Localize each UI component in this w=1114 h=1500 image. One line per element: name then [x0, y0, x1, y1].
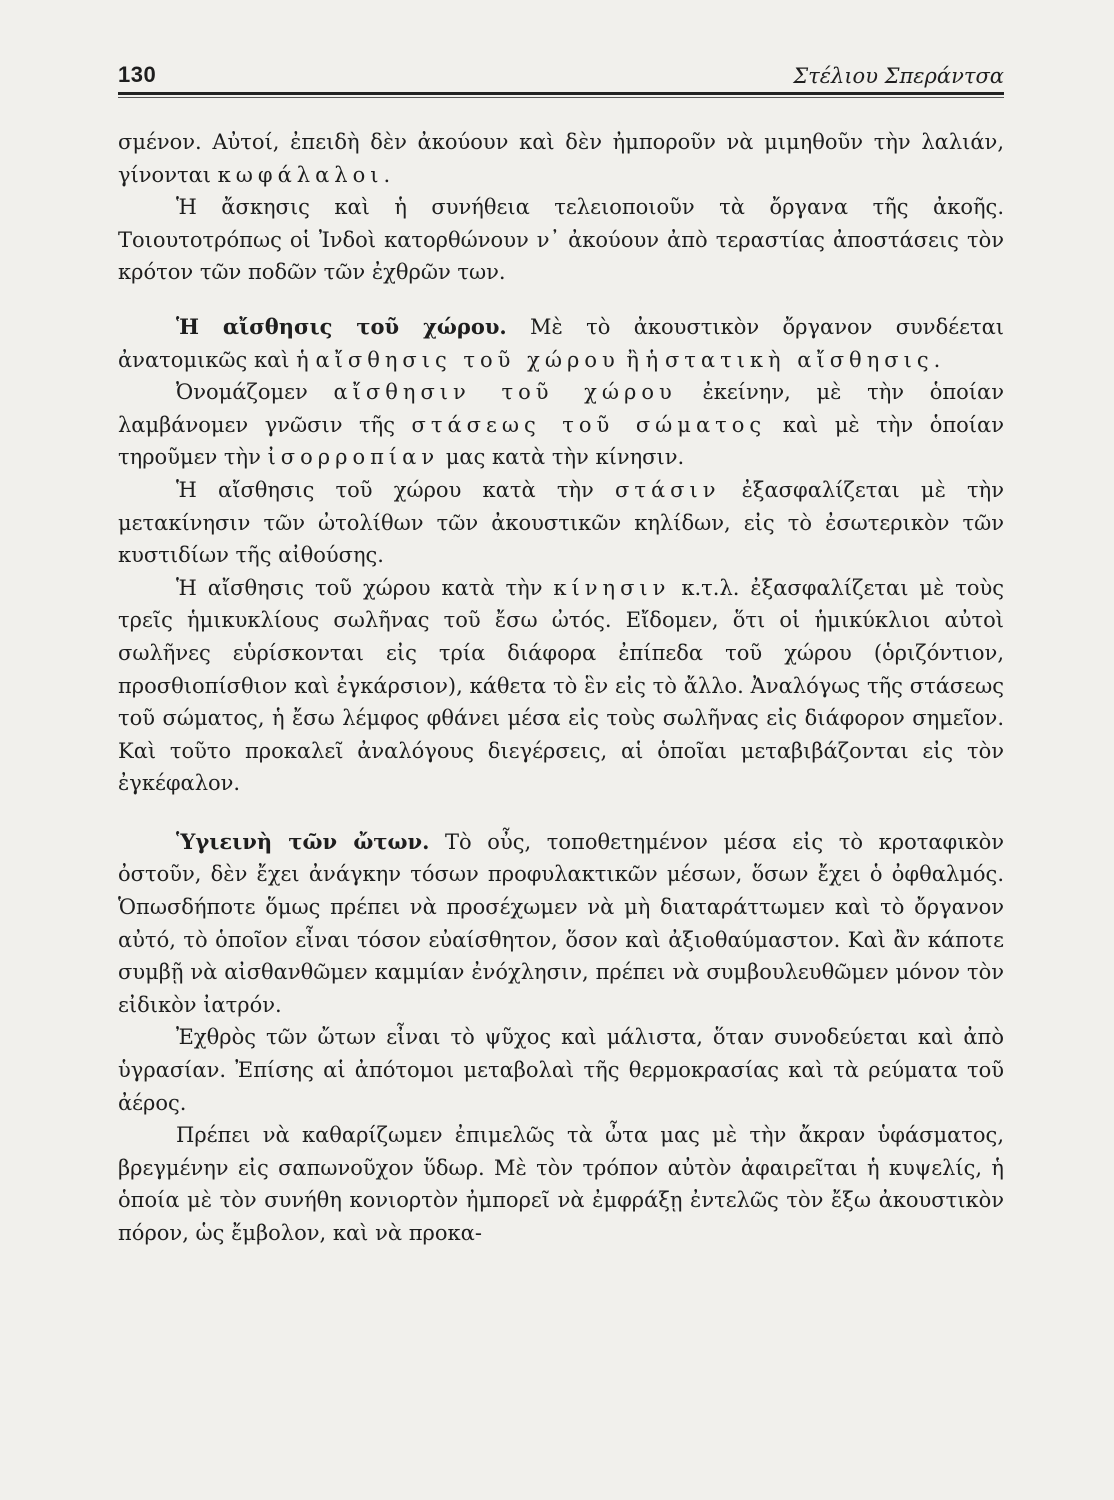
- header-rule: [118, 92, 1004, 95]
- section-ear-hygiene: Ὑγιεινὴ τῶν ὤτων. Τὸ οὖς, τοποθετημένον μέσα εἰς τὸ κροταφικὸν ὀστοῦν, δὲν ἔχει ἀνάγκην τόσων προφυλακτικῶν μέσων, ὅσων ἔχει ὁ ὀφθαλμός. Ὁπωσδήποτε ὅμως πρέπει νὰ προσέχωμεν νὰ μὴ διαταράττωμεν καὶ τὸ ὄργανον αὐτό, τὸ ὁποῖον εἶναι τόσον εὐαίσθητον, ὅσον καὶ ἀξιοθαύμαστον. Καὶ ἂν κάποτε συμβῇ νὰ αἰσθανθῶμεν καμμίαν ἐνόχλησιν, πρέπει νὰ συμβουλευθῶμεν μόνον τὸν εἰδικὸν ἰατρόν.: [118, 828, 1004, 1017]
- page-number: 130: [118, 62, 157, 87]
- section-space-perception: Ἡ αἴσθησις τοῦ χώρου. Μὲ τὸ ἀκουστικὸν ὄργανον συνδέεται ἀνατομικῶς καὶ ἡ αἴσθησις τοῦ χώρου ἢ ἡ στατικὴ αἴσθησις.: [118, 313, 1004, 372]
- paragraph-2: Ἡ ἄσκησις καὶ ἡ συνήθεια τελειοποιοῦν τὰ ὄργανα τῆς ἀκοῆς. Τοιουτοτρόπως οἱ Ἰνδοὶ κατορθώνουν ν᾽ ἀκούουν ἀπὸ τεραστίας ἀποστάσεις τὸν κρότον τῶν ποδῶν τῶν ἐχθρῶν των.: [118, 195, 1004, 285]
- section-heading: Ἡ αἴσθησις τοῦ χώρου.: [176, 313, 507, 339]
- paragraph-5: Ἡ αἴσθησις τοῦ χώρου κατὰ τὴν στάσιν ἐξασφαλίζεται μὲ τὴν μετακίνησιν τῶν ὠτολίθων τῶν ἀκουστικῶν κηλίδων, εἰς τὸ ἐσωτερικὸν τῶν κυστιδίων τῆς αἰθούσης.: [118, 477, 1004, 568]
- paragraph-1: σμένον. Αὐτοί, ἐπειδὴ δὲν ἀκούουν καὶ δὲν ἠμποροῦν νὰ μιμηθοῦν τὴν λαλιάν, γίνονται κωφάλαλοι.: [118, 130, 1004, 187]
- paragraph-8: Ἐχθρὸς τῶν ὤτων εἶναι τὸ ψῦχος καὶ μάλιστα, ὅταν συνοδεύεται καὶ ἀπὸ ὑγρασίαν. Ἐπίσης αἱ ἀπότομοι μεταβολαὶ τῆς θερμοκρασίας καὶ τὰ ρεύματα τοῦ ἀέρος.: [118, 1025, 1004, 1115]
- paragraph-9: Πρέπει νὰ καθαρίζωμεν ἐπιμελῶς τὰ ὦτα μας μὲ τὴν ἄκραν ὑφάσματος, βρεγμένην εἰς σαπωνοῦχον ὕδωρ. Μὲ τὸν τρόπον αὐτὸν ἀφαιρεῖται ἡ κυψελίς, ἡ ὁποία μὲ τὸν συνήθη κονιορτὸν ἠμπορεῖ νὰ ἐμφράξῃ ἐντελῶς τὸν ἔξω ἀκουστικὸν πόρον, ὡς ἔμβολον, καὶ νὰ προκα-: [118, 1123, 1004, 1245]
- paragraph-4: Ὀνομάζομεν αἴσθησιν τοῦ χώρου ἐκείνην, μὲ τὴν ὁποίαν λαμβάνομεν γνῶσιν τῆς στάσεως τοῦ σώματος καὶ μὲ τὴν ὁποίαν τηροῦμεν τὴν ἰσορροπίαν μας κατὰ τὴν κίνησιν.: [118, 380, 1004, 470]
- section-heading: Ὑγιεινὴ τῶν ὤτων.: [176, 828, 430, 854]
- paragraph-6: Ἡ αἴσθησις τοῦ χώρου κατὰ τὴν κίνησιν κ.τ.λ. ἐξασφαλίζεται μὲ τοὺς τρεῖς ἡμικυκλίους σωλῆνας τοῦ ἔσω ὠτός. Εἴδομεν, ὅτι οἱ ἡμικύκλιοι αὐτοὶ σωλῆνες εὑρίσκονται εἰς τρία διάφορα ἐπίπεδα τοῦ χώρου (ὁριζόντιον, προσθιοπίσθιον καὶ ἐγκάρσιον), κάθετα τὸ ἓν εἰς τὸ ἄλλο. Ἀναλόγως τῆς στάσεως τοῦ σώματος, ἡ ἔσω λέμφος φθάνει μέσα εἰς τοὺς σωλῆνας εἰς διάφορον σημεῖον. Καὶ τοῦτο προκαλεῖ ἀναλόγους διεγέρσεις, αἱ ὁποῖαι μεταβιβάζονται εἰς τὸν ἐγκέφαλον.: [118, 575, 1004, 796]
- header-rule-thin: [118, 97, 1004, 98]
- running-head: Στέλιου Σπεράντσα: [793, 64, 1004, 88]
- body-text: [118, 126, 1004, 1250]
- page-header: [118, 50, 1004, 88]
